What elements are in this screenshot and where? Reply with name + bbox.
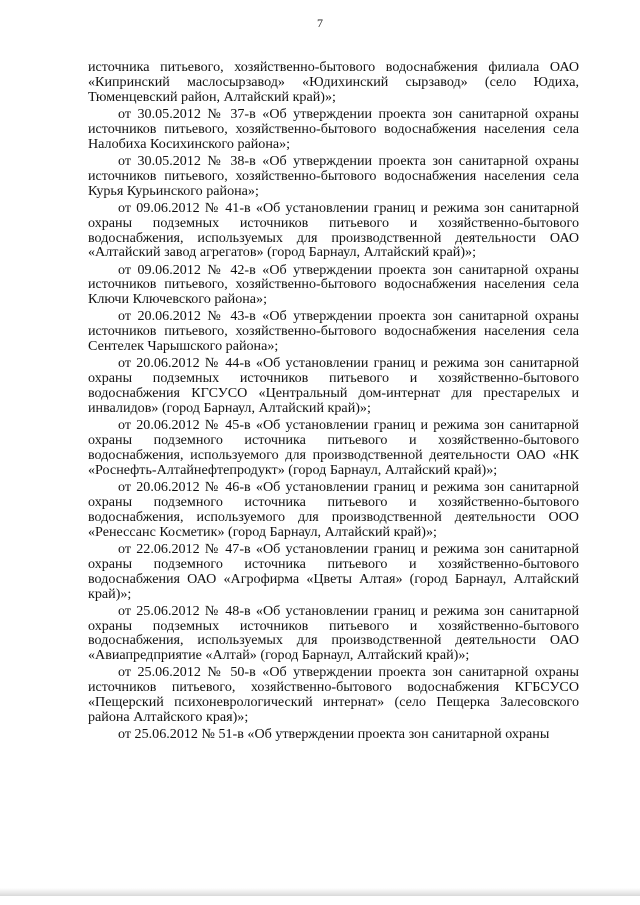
paragraph-decree-38: от 30.05.2012 № 38-в «Об утверждении проекта зон санитарной охраны источников питьевого, хозяйственно-бытового водоснабжения населения села Курья Курьинского района»;: [88, 152, 579, 199]
paragraph-decree-45: от 20.06.2012 № 45-в «Об установлении границ и режима зон санитарной охраны подземного источника питьевого и хозяйственно-бытового водоснабжения, используемого для производственной деятельности ОАО «НК «Роснефть-Алтайнефтепродукт» (город Барнаул, Алтайский край)»;: [88, 417, 579, 478]
page-bottom-edge: [0, 888, 640, 896]
paragraph-decree-46: от 20.06.2012 № 46-в «Об установлении границ и режима зон санитарной охраны подземного источника питьевого и хозяйственно-бытового водоснабжения, используемого для производственной деятельности ООО «Ренессанс Косметик» (город Барнаул, Алтайский край)»;: [88, 478, 579, 540]
paragraph-decree-48: от 25.06.2012 № 48-в «Об установлении границ и режима зон санитарной охраны подземных источников питьевого и хозяйственно-бытового водоснабжения, используемых для производственной деятельности ОАО «Авиапредприятие «Алтай» (город Барнаул, Алтайский край)»;: [88, 602, 579, 664]
paragraph-decree-44: от 20.06.2012 № 44-в «Об установлении границ и режима зон санитарной охраны подземных источников питьевого и хозяйственно-бытового водоснабжения КГСУСО «Центральный дом-интернат для престарелых и инвалидов» (город Барнаул, Алтайский край)»;: [88, 355, 579, 417]
paragraph-continuation: источника питьевого, хозяйственно-бытового водоснабжения филиала ОАО «Кипринский маслосырзавод» «Юдихинский сырзавод» (село Юдиха, Тюменцевский район, Алтайский край)»;: [88, 59, 579, 105]
paragraph-decree-41: от 09.06.2012 № 41-в «Об установлении границ и режима зон санитарной охраны подземных источников питьевого и хозяйственно-бытового водоснабжения, используемых для производственной деятельности ОАО «Алтайский завод агрегатов» (город Барнаул, Алтайский край)»;: [88, 199, 579, 261]
paragraph-decree-37: от 30.05.2012 № 37-в «Об утверждении проекта зон санитарной охраны источников питьевого, хозяйственно-бытового водоснабжения населения села Налобиха Косихинского района»;: [88, 105, 579, 152]
paragraph-decree-51: от 25.06.2012 № 51-в «Об утверждении проекта зон санитарной охраны: [118, 726, 550, 743]
paragraph-decree-47: от 22.06.2012 № 47-в «Об установлении границ и режима зон санитарной охраны подземного источника питьевого и хозяйственно-бытового водоснабжения ОАО «Агрофирма «Цветы Алтая» (город Барнаул, Алтайский край)»;: [88, 540, 579, 602]
paragraph-decree-43: от 20.06.2012 № 43-в «Об утверждении проекта зон санитарной охраны источников питьевого, хозяйственно-бытового водоснабжения населения села Сентелек Чарышского района»;: [88, 308, 579, 355]
page-number: 7: [317, 16, 323, 30]
paragraph-decree-50: от 25.06.2012 № 50-в «Об утверждении проекта зон санитарной охраны источников питьевого, хозяйственно-бытового водоснабжения КГБСУСО «Пещерский психоневрологический интернат» (село Пещерка Залесовского района Алтайского края)»;: [88, 664, 579, 726]
document-body: [88, 60, 579, 744]
paragraph-decree-42: от 09.06.2012 № 42-в «Об утверждении проекта зон санитарной охраны источников питьевого, хозяйственно-бытового водоснабжения населения села Ключи Ключевского района»;: [88, 261, 579, 308]
